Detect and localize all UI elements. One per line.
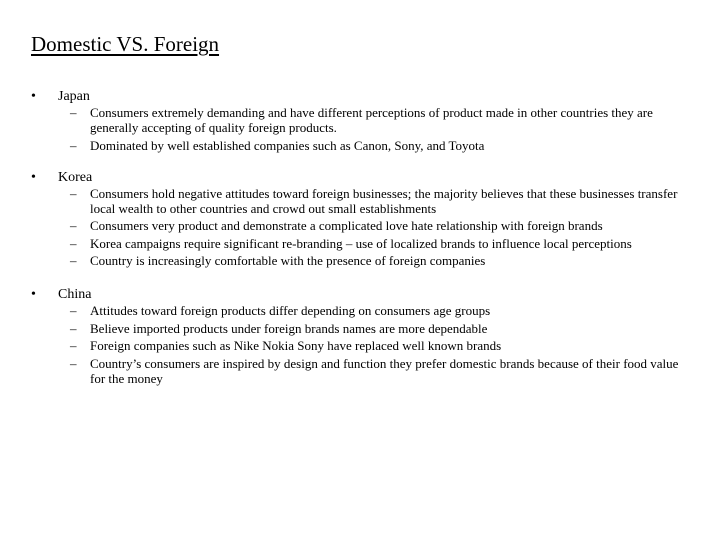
- dash-icon: –: [70, 105, 77, 120]
- bullet-icon: •: [31, 169, 36, 185]
- list-item: [0, 236, 690, 251]
- section-heading-korea: Korea: [58, 169, 93, 185]
- list-item: [0, 321, 690, 336]
- list-item-text: Consumers extremely demanding and have different perceptions of product made in other countries they are generally accepting of quality foreign products.: [90, 105, 653, 135]
- list-item-text: Foreign companies such as Nike Nokia Sony have replaced well known brands: [90, 338, 502, 353]
- list-item: [0, 138, 690, 153]
- list-item-text: Attitudes toward foreign products differ depending on consumers age groups: [90, 303, 491, 318]
- list-item: [0, 105, 690, 135]
- japan-points: [0, 105, 720, 153]
- section-heading-china: China: [58, 287, 92, 302]
- list-item-text: Country’s consumers are inspired by design and function they prefer domestic brands because of their food value for the money: [90, 355, 679, 386]
- section-korea: [0, 169, 720, 269]
- list-item-text: Consumers very product and demonstrate a complicated love hate relationship with foreign brands: [90, 218, 603, 233]
- list-item-text: Dominated by well established companies such as Canon, Sony, and Toyota: [90, 137, 485, 153]
- list-item: [0, 356, 690, 386]
- list-item: [0, 303, 690, 318]
- korea-points: [0, 186, 720, 269]
- list-item-text: Believe imported products under foreign brands names are more dependable: [90, 320, 488, 336]
- dash-icon: –: [70, 320, 77, 336]
- china-points: [0, 303, 720, 386]
- dash-icon: –: [70, 185, 77, 201]
- list-item-text: Country is increasingly comfortable with the presence of foreign companies: [90, 253, 486, 268]
- list-item-text: Consumers hold negative attitudes toward foreign businesses; the majority believes that these businesses transfer local wealth to other countries and crowd out small establishments: [90, 185, 678, 216]
- dash-icon: –: [70, 338, 77, 353]
- list-item: [0, 253, 690, 268]
- slide-content: [0, 88, 720, 402]
- bullet-icon: •: [31, 89, 36, 104]
- slide-title: Domestic VS. Foreign: [31, 32, 220, 56]
- list-item: [0, 186, 690, 216]
- dash-icon: –: [70, 355, 77, 371]
- dash-icon: –: [70, 253, 77, 268]
- list-item: [0, 338, 690, 353]
- section-heading-japan: Japan: [58, 89, 90, 104]
- section-japan: [0, 88, 720, 153]
- list-item-text: Korea campaigns require significant re-branding – use of localized brands to influence local perceptions: [90, 235, 632, 251]
- bullet-icon: •: [31, 287, 36, 302]
- dash-icon: –: [70, 137, 77, 153]
- section-china: [0, 286, 720, 386]
- dash-icon: –: [70, 303, 77, 318]
- dash-icon: –: [70, 235, 77, 251]
- list-item: [0, 218, 690, 233]
- dash-icon: –: [70, 218, 77, 233]
